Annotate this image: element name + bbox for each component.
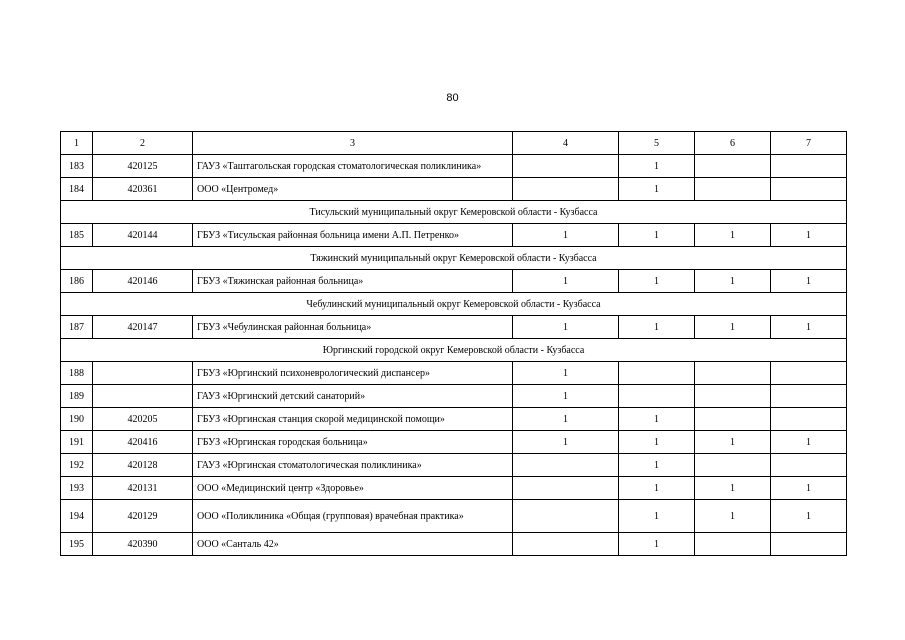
code-cell bbox=[93, 362, 193, 385]
row-number-cell: 194 bbox=[61, 500, 93, 533]
row-number-cell: 186 bbox=[61, 270, 93, 293]
row-number-cell: 191 bbox=[61, 431, 93, 454]
code-cell: 420390 bbox=[93, 533, 193, 556]
col6-value-cell bbox=[695, 533, 771, 556]
code-cell: 420128 bbox=[93, 454, 193, 477]
col5-value-cell: 1 bbox=[619, 500, 695, 533]
col5-value-cell bbox=[619, 385, 695, 408]
organization-name-cell: ГБУЗ «Чебулинская районная больница» bbox=[193, 316, 513, 339]
row-number-cell: 189 bbox=[61, 385, 93, 408]
col7-value-cell bbox=[771, 362, 847, 385]
col4-value-cell: 1 bbox=[513, 362, 619, 385]
code-cell: 420146 bbox=[93, 270, 193, 293]
col7-value-cell bbox=[771, 408, 847, 431]
table-row bbox=[61, 454, 847, 477]
col5-value-cell: 1 bbox=[619, 178, 695, 201]
col5-value-cell: 1 bbox=[619, 224, 695, 247]
code-cell: 420147 bbox=[93, 316, 193, 339]
code-cell: 420361 bbox=[93, 178, 193, 201]
header-cell-2: 2 bbox=[93, 132, 193, 155]
organization-name-cell: ООО «Санталь 42» bbox=[193, 533, 513, 556]
table-row bbox=[61, 533, 847, 556]
section-title: Юргинский городской округ Кемеровской области - Кузбасса bbox=[61, 339, 847, 362]
code-cell: 420125 bbox=[93, 155, 193, 178]
section-title: Тисульский муниципальный округ Кемеровской области - Кузбасса bbox=[61, 201, 847, 224]
table-row bbox=[61, 178, 847, 201]
col4-value-cell: 1 bbox=[513, 408, 619, 431]
row-number-cell: 185 bbox=[61, 224, 93, 247]
table-row bbox=[61, 224, 847, 247]
table-row bbox=[61, 431, 847, 454]
col4-value-cell: 1 bbox=[513, 431, 619, 454]
col7-value-cell: 1 bbox=[771, 477, 847, 500]
organization-name-cell: ООО «Медицинский центр «Здоровье» bbox=[193, 477, 513, 500]
col4-value-cell bbox=[513, 500, 619, 533]
row-number-cell: 187 bbox=[61, 316, 93, 339]
col7-value-cell bbox=[771, 533, 847, 556]
col7-value-cell: 1 bbox=[771, 316, 847, 339]
col5-value-cell: 1 bbox=[619, 477, 695, 500]
organization-name-cell: ООО «Поликлиника «Общая (групповая) врачебная практика» bbox=[193, 500, 513, 533]
col6-value-cell bbox=[695, 362, 771, 385]
code-cell: 420131 bbox=[93, 477, 193, 500]
table-header-row bbox=[61, 132, 847, 155]
col4-value-cell: 1 bbox=[513, 316, 619, 339]
section-header-row bbox=[61, 293, 847, 316]
col7-value-cell: 1 bbox=[771, 500, 847, 533]
code-cell: 420129 bbox=[93, 500, 193, 533]
col4-value-cell: 1 bbox=[513, 224, 619, 247]
section-title: Чебулинский муниципальный округ Кемеровской области - Кузбасса bbox=[61, 293, 847, 316]
row-number-cell: 193 bbox=[61, 477, 93, 500]
header-cell-1: 1 bbox=[61, 132, 93, 155]
row-number-cell: 190 bbox=[61, 408, 93, 431]
table-row bbox=[61, 270, 847, 293]
col5-value-cell: 1 bbox=[619, 533, 695, 556]
col5-value-cell: 1 bbox=[619, 270, 695, 293]
col4-value-cell bbox=[513, 533, 619, 556]
registry-table bbox=[60, 131, 847, 556]
organization-name-cell: ГАУЗ «Юргинский детский санаторий» bbox=[193, 385, 513, 408]
table-row bbox=[61, 155, 847, 178]
col5-value-cell: 1 bbox=[619, 155, 695, 178]
col6-value-cell bbox=[695, 155, 771, 178]
col7-value-cell: 1 bbox=[771, 431, 847, 454]
col5-value-cell: 1 bbox=[619, 454, 695, 477]
row-number-cell: 192 bbox=[61, 454, 93, 477]
header-cell-4: 4 bbox=[513, 132, 619, 155]
col4-value-cell bbox=[513, 155, 619, 178]
col6-value-cell bbox=[695, 454, 771, 477]
col4-value-cell bbox=[513, 454, 619, 477]
col6-value-cell: 1 bbox=[695, 270, 771, 293]
col7-value-cell bbox=[771, 178, 847, 201]
col5-value-cell: 1 bbox=[619, 316, 695, 339]
organization-name-cell: ГБУЗ «Тяжинская районная больница» bbox=[193, 270, 513, 293]
row-number-cell: 184 bbox=[61, 178, 93, 201]
table-row bbox=[61, 316, 847, 339]
table-row bbox=[61, 500, 847, 533]
col6-value-cell: 1 bbox=[695, 477, 771, 500]
organization-name-cell: ООО «Центромед» bbox=[193, 178, 513, 201]
header-cell-5: 5 bbox=[619, 132, 695, 155]
organization-name-cell: ГАУЗ «Юргинская стоматологическая поликлиника» bbox=[193, 454, 513, 477]
col6-value-cell: 1 bbox=[695, 316, 771, 339]
col5-value-cell bbox=[619, 362, 695, 385]
col6-value-cell: 1 bbox=[695, 224, 771, 247]
code-cell: 420205 bbox=[93, 408, 193, 431]
col4-value-cell bbox=[513, 178, 619, 201]
section-header-row bbox=[61, 201, 847, 224]
header-cell-7: 7 bbox=[771, 132, 847, 155]
col5-value-cell: 1 bbox=[619, 408, 695, 431]
col7-value-cell: 1 bbox=[771, 270, 847, 293]
col6-value-cell: 1 bbox=[695, 431, 771, 454]
section-header-row bbox=[61, 339, 847, 362]
table-row bbox=[61, 385, 847, 408]
organization-name-cell: ГБУЗ «Юргинский психоневрологический диспансер» bbox=[193, 362, 513, 385]
col4-value-cell: 1 bbox=[513, 385, 619, 408]
code-cell bbox=[93, 385, 193, 408]
col6-value-cell: 1 bbox=[695, 500, 771, 533]
col4-value-cell bbox=[513, 477, 619, 500]
table-row bbox=[61, 477, 847, 500]
col7-value-cell bbox=[771, 385, 847, 408]
organization-name-cell: ГБУЗ «Юргинская станция скорой медицинской помощи» bbox=[193, 408, 513, 431]
col5-value-cell: 1 bbox=[619, 431, 695, 454]
code-cell: 420144 bbox=[93, 224, 193, 247]
col6-value-cell bbox=[695, 385, 771, 408]
col7-value-cell bbox=[771, 454, 847, 477]
col6-value-cell bbox=[695, 408, 771, 431]
col7-value-cell: 1 bbox=[771, 224, 847, 247]
col6-value-cell bbox=[695, 178, 771, 201]
table-row bbox=[61, 362, 847, 385]
header-cell-6: 6 bbox=[695, 132, 771, 155]
col7-value-cell bbox=[771, 155, 847, 178]
header-cell-3: 3 bbox=[193, 132, 513, 155]
section-header-row bbox=[61, 247, 847, 270]
row-number-cell: 188 bbox=[61, 362, 93, 385]
section-title: Тяжинский муниципальный округ Кемеровской области - Кузбасса bbox=[61, 247, 847, 270]
row-number-cell: 195 bbox=[61, 533, 93, 556]
organization-name-cell: ГБУЗ «Юргинская городская больница» bbox=[193, 431, 513, 454]
col4-value-cell: 1 bbox=[513, 270, 619, 293]
organization-name-cell: ГАУЗ «Таштагольская городская стоматологическая поликлиника» bbox=[193, 155, 513, 178]
organization-name-cell: ГБУЗ «Тисульская районная больница имени А.П. Петренко» bbox=[193, 224, 513, 247]
page-number: 80 bbox=[446, 92, 459, 104]
code-cell: 420416 bbox=[93, 431, 193, 454]
table-row bbox=[61, 408, 847, 431]
row-number-cell: 183 bbox=[61, 155, 93, 178]
